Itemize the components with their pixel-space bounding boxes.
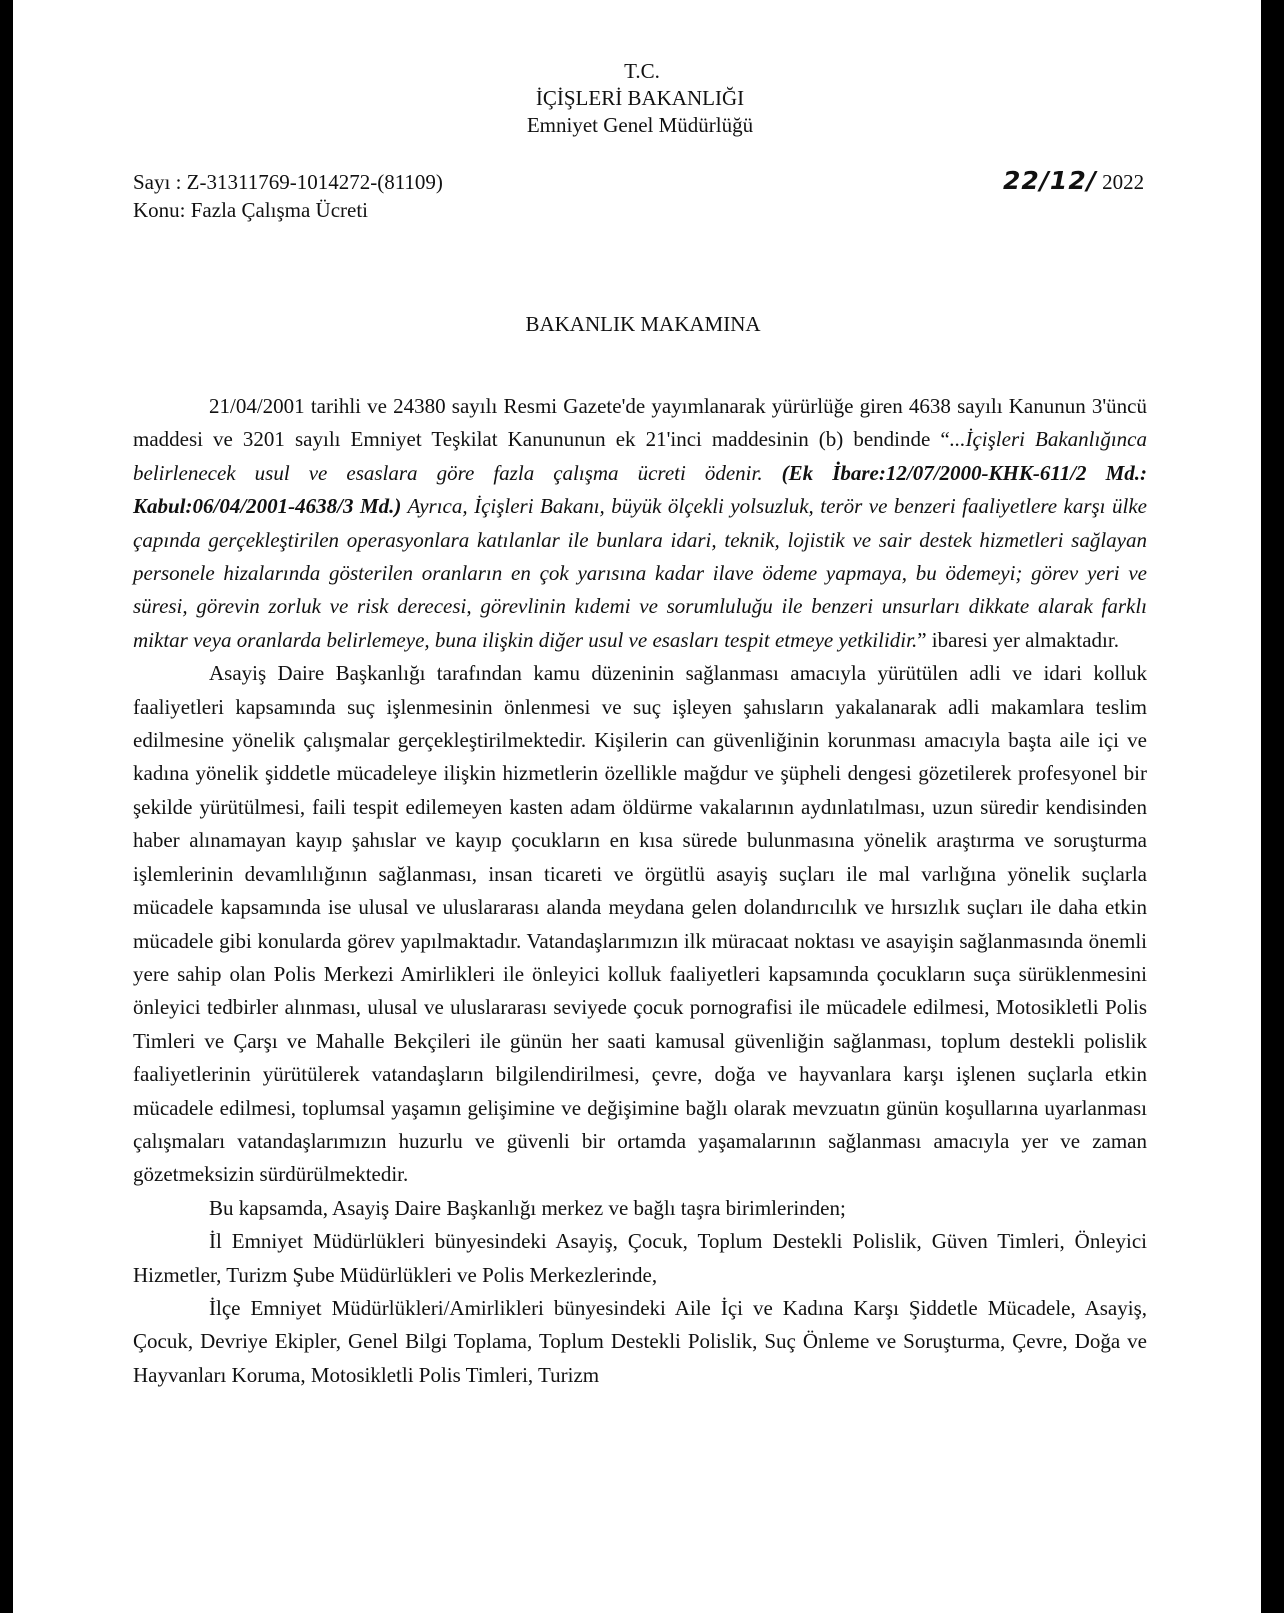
paragraph-1-end: ” ibaresi yer almaktadır. <box>917 627 1119 652</box>
letterhead-ministry: İÇİŞLERİ BAKANLIĞI <box>535 86 745 110</box>
handwritten-date: 22/12/ <box>1003 166 1097 195</box>
document-page <box>13 0 1261 1613</box>
paragraph-scope: Bu kapsamda, Asayiş Daire Başkanlığı merkez ve bağlı taşra birimlerinden; <box>209 1195 846 1220</box>
date-year: 2022 <box>1096 170 1145 194</box>
paragraph-provincial-units: İl Emniyet Müdürlükleri bünyesindeki Asayiş, Çocuk, Toplum Destekli Polislik, Güven Timleri, Önleyici Hizmetler, Turizm Şube Müdürlükleri ve Polis Merkezlerinde, <box>133 1229 1147 1287</box>
paragraph-1-intro: 21/04/2001 tarihli ve 24380 sayılı Resmi Gazete'de yayımlanarak yürürlüğe giren 4638 sayılı Kanunun 3'üncü maddesi ve 3201 sayılı Emniyet Teşkilat Kanununun ek 21'inci maddesinin (b) bendinde “ <box>133 394 1147 452</box>
document-meta <box>133 168 443 224</box>
addressee: BAKANLIK MAKAMINA <box>525 312 761 336</box>
paragraph-1-quote: ...İçişleri Bakanlığınca belirlenecek usul ve esaslara göre fazla çalışma ücreti ödenir. <box>133 427 1147 485</box>
paragraph-1-amendment: (Ek İbare:12/07/2000-KHK-611/2 Md.: Kabul:06/04/2001-4638/3 Md.) <box>133 460 1147 519</box>
letterhead-country: T.C. <box>624 59 660 83</box>
document-body <box>133 390 1147 1392</box>
subject-line: Konu: Fazla Çalışma Ücreti <box>133 198 369 222</box>
letterhead <box>13 58 1261 139</box>
paragraph-duties: Asayiş Daire Başkanlığı tarafından kamu düzeninin sağlanması amacıyla yürütülen adli ve idari kolluk faaliyetleri kapsamında suç işlenmesinin önlenmesi ve suç işleyen şahısların yakalanarak adli makamlara teslim edilmesine yönelik çalışmalar gerçekleştirilmektedir. Kişilerin can güvenliğinin korunması amacıyla başta aile içi ve kadına yönelik şiddetle mücadeleye ilişkin hizmetlerin özellikle mağdur ve şüpheli dengesi gözetilerek profesyonel bir şekilde yürütülmesi, faili tespit edilemeyen kasten adam öldürme vakalarının aydınlatılması, uzun süredir kendisinden haber alınamayan kayıp şahıslar ve kayıp çocukların en kısa sürede bulunmasına yönelik araştırma ve soruşturma işlemlerinin devamlılığının sağlanması, insan ticareti ve örgütlü asayiş suçları ile mal varlığına yönelik suçlarla mücadele kapsamında ise ulusal ve uluslararası alanda meydana gelen dolandırıcılık ve hırsızlık suçları ile daha etkin mücadele gibi konularda görev yapılmaktadır. Vatandaşlarımızın ilk müracaat noktası ve asayişin sağlanmasında önemli yere sahip olan Polis Merkezi Amirlikleri ile önleyici kolluk faaliyetleri kapsamında çocukların suça sürüklenmesini önleyici tedbirler alınması, ulusal ve uluslararası seviyede çocuk pornografisi ile mücadele edilmesi, Motosikletli Polis Timleri ve Çarşı ve Mahalle Bekçileri ile günün her saati kamusal güvenliğin sağlanması, toplum destekli polislik faaliyetlerinin yürütülerek vatandaşların bilgilendirilmesi, çevre, doğa ve hayvanlara karşı işlenen suçlarla etkin mücadele edilmesi, toplumsal yaşamın gelişimine ve değişimine bağlı olarak mevzuatın günün koşullarına uyarlanması çalışmaları vatandaşlarımızın huzurlu ve güvenli bir ortamda yaşamalarının sağlanması amacıyla yer ve zaman gözetmeksizin sürdürülmektedir. <box>133 661 1147 1187</box>
letterhead-directorate: Emniyet Genel Müdürlüğü <box>526 113 754 137</box>
paragraph-district-units: İlçe Emniyet Müdürlükleri/Amirlikleri bünyesindeki Aile İçi ve Kadına Karşı Şiddetle Mücadele, Asayiş, Çocuk, Devriye Ekipler, Genel Bilgi Toplama, Toplum Destekli Polislik, Suç Önleme ve Soruşturma, Çevre, Doğa ve Hayvanları Koruma, Motosikletli Polis Timleri, Turizm <box>133 1295 1147 1387</box>
paragraph-legal-basis <box>133 390 1147 657</box>
reference-number: Sayı : Z-31311769-1014272-(81109) <box>133 170 443 194</box>
paragraph-1-quote-continued: Ayrıca, İçişleri Bakanı, büyük ölçekli yolsuzluk, terör ve benzeri faaliyetlere karşı ülke çapında gerçekleştirilen operasyonlara katılanlar ile bunlara idari, teknik, lojistik ve sair destek hizmetleri sağlayan personele hizalarında gösterilen oranların en çok yarısına kadar ilave ödeme yapmaya, bu ödemeyi; görev yeri ve süresi, görevin zorluk ve risk derecesi, görevlinin kıdemi ve sorumluluğu ile benzeri unsurları dikkate alarak farklı miktar veya oranlarda belirlemeye, buna ilişkin diğer usul ve esasları tespit etmeye yetkilidir. <box>133 494 1147 652</box>
document-date <box>1003 166 1144 195</box>
